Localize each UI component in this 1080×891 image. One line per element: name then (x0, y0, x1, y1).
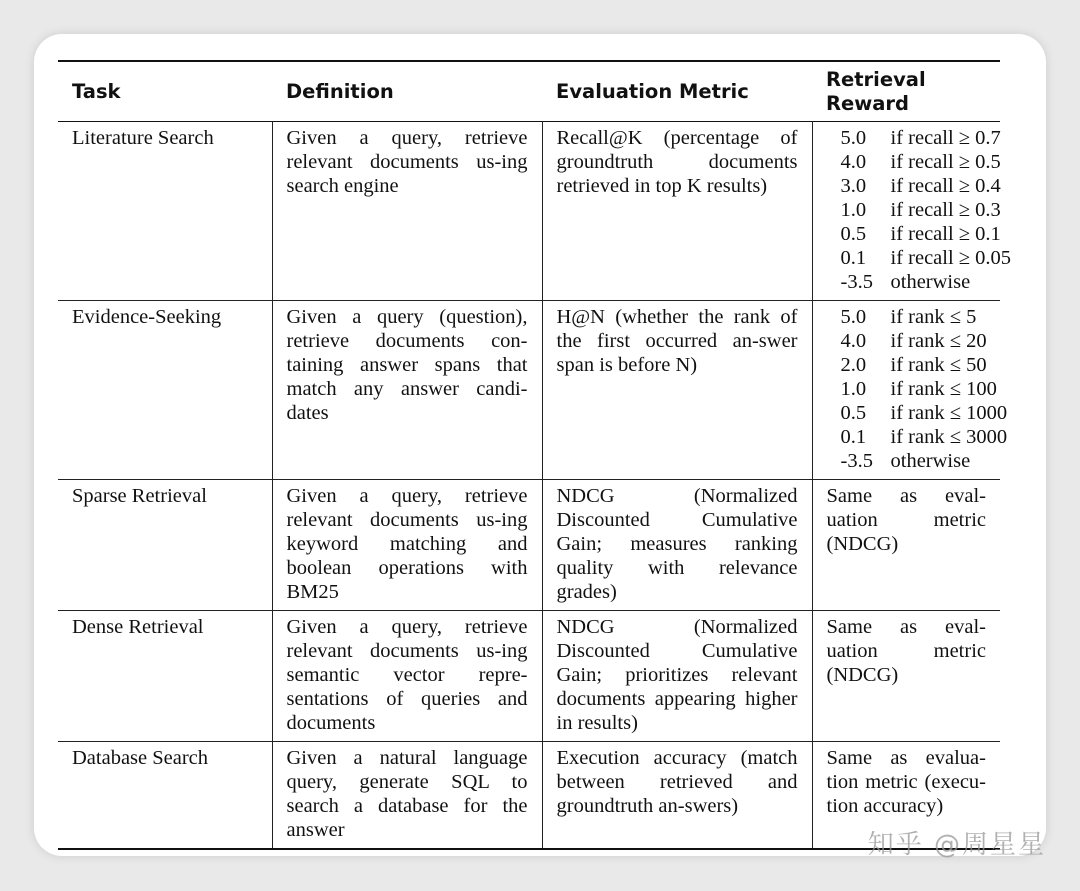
table-row (58, 611, 1000, 742)
watermark: 知乎 @周星星 (867, 830, 1046, 860)
table-row (58, 480, 1000, 611)
cell-evaluation-metric: Execution accuracy (match between retrieved and groundtruth an-swers) (542, 742, 812, 850)
reward-condition: if recall ≥ 0.7 (890, 127, 1001, 149)
reward-value: 0.5 (840, 223, 867, 245)
header-evaluation-metric: Evaluation Metric (556, 80, 749, 103)
cell-definition: Given a query, retrieve relevant documents us-ing semantic vector repre-sentations of queries and documents (272, 611, 542, 742)
cell-retrieval-reward: Same as eval-uation metric (NDCG) (812, 480, 1000, 611)
reward-condition: otherwise (890, 271, 971, 293)
reward-list (827, 305, 1008, 473)
reward-condition: if recall ≥ 0.1 (890, 223, 1001, 245)
reward-value: 2.0 (840, 354, 867, 376)
reward-list (827, 126, 1012, 294)
reward-value: 0.1 (840, 426, 867, 448)
header-task: Task (72, 80, 121, 103)
cell-definition: Given a query (question), retrieve documents con-taining answer spans that match any answer candi-dates (272, 301, 542, 480)
reward-value: 5.0 (840, 306, 867, 328)
cell-definition: Given a query, retrieve relevant documents us-ing search engine (272, 122, 542, 301)
reward-value: 4.0 (840, 330, 867, 352)
reward-condition: if rank ≤ 5 (890, 306, 977, 328)
cell-task: Evidence-Seeking (72, 306, 222, 328)
reward-condition: if rank ≤ 50 (890, 354, 987, 376)
header-retrieval-reward: Retrieval Reward (826, 68, 926, 115)
cell-definition: Given a query, retrieve relevant documents us-ing keyword matching and boolean operations with BM25 (272, 480, 542, 611)
reward-value: 3.0 (840, 175, 867, 197)
cell-evaluation-metric: Recall@K (percentage of groundtruth documents retrieved in top K results) (542, 122, 812, 301)
reward-condition: if rank ≤ 100 (890, 378, 997, 400)
cell-retrieval-reward (812, 301, 1008, 480)
reward-condition: if rank ≤ 20 (890, 330, 987, 352)
reward-condition: if rank ≤ 1000 (890, 402, 1008, 424)
table-row (58, 122, 1000, 301)
cell-evaluation-metric: NDCG (Normalized Discounted Cumulative Gain; prioritizes relevant documents appearing higher in results) (542, 611, 812, 742)
reward-value: -3.5 (840, 450, 873, 472)
table-row (58, 301, 1000, 480)
reward-condition: if recall ≥ 0.3 (890, 199, 1001, 221)
reward-value: -3.5 (840, 271, 873, 293)
reward-condition: if recall ≥ 0.05 (890, 247, 1012, 269)
reward-value: 0.5 (840, 402, 867, 424)
reward-value: 4.0 (840, 151, 867, 173)
cell-evaluation-metric: NDCG (Normalized Discounted Cumulative Gain; measures ranking quality with relevance grades) (542, 480, 812, 611)
reward-value: 5.0 (840, 127, 867, 149)
cell-task: Literature Search (72, 127, 214, 149)
reward-condition: if recall ≥ 0.4 (890, 175, 1001, 197)
cell-task: Database Search (72, 747, 209, 769)
cell-task: Dense Retrieval (72, 616, 204, 638)
cell-retrieval-reward: Same as eval-uation metric (NDCG) (812, 611, 1000, 742)
reward-condition: otherwise (890, 450, 971, 472)
reward-value: 1.0 (840, 378, 867, 400)
table-header-row (58, 61, 1000, 122)
reward-value: 1.0 (840, 199, 867, 221)
cell-retrieval-reward (812, 122, 1012, 301)
reward-condition: if rank ≤ 3000 (890, 426, 1008, 448)
cell-definition: Given a natural language query, generate SQL to search a database for the answer (272, 742, 542, 850)
cell-evaluation-metric: H@N (whether the rank of the first occurred an-swer span is before N) (542, 301, 812, 480)
cell-retrieval-reward: Same as evalua-tion metric (execu-tion accuracy) (812, 742, 1000, 850)
header-definition: Definition (286, 80, 394, 103)
reward-condition: if recall ≥ 0.5 (890, 151, 1001, 173)
cell-task: Sparse Retrieval (72, 485, 207, 507)
reward-value: 0.1 (840, 247, 867, 269)
table-row (58, 742, 1000, 850)
